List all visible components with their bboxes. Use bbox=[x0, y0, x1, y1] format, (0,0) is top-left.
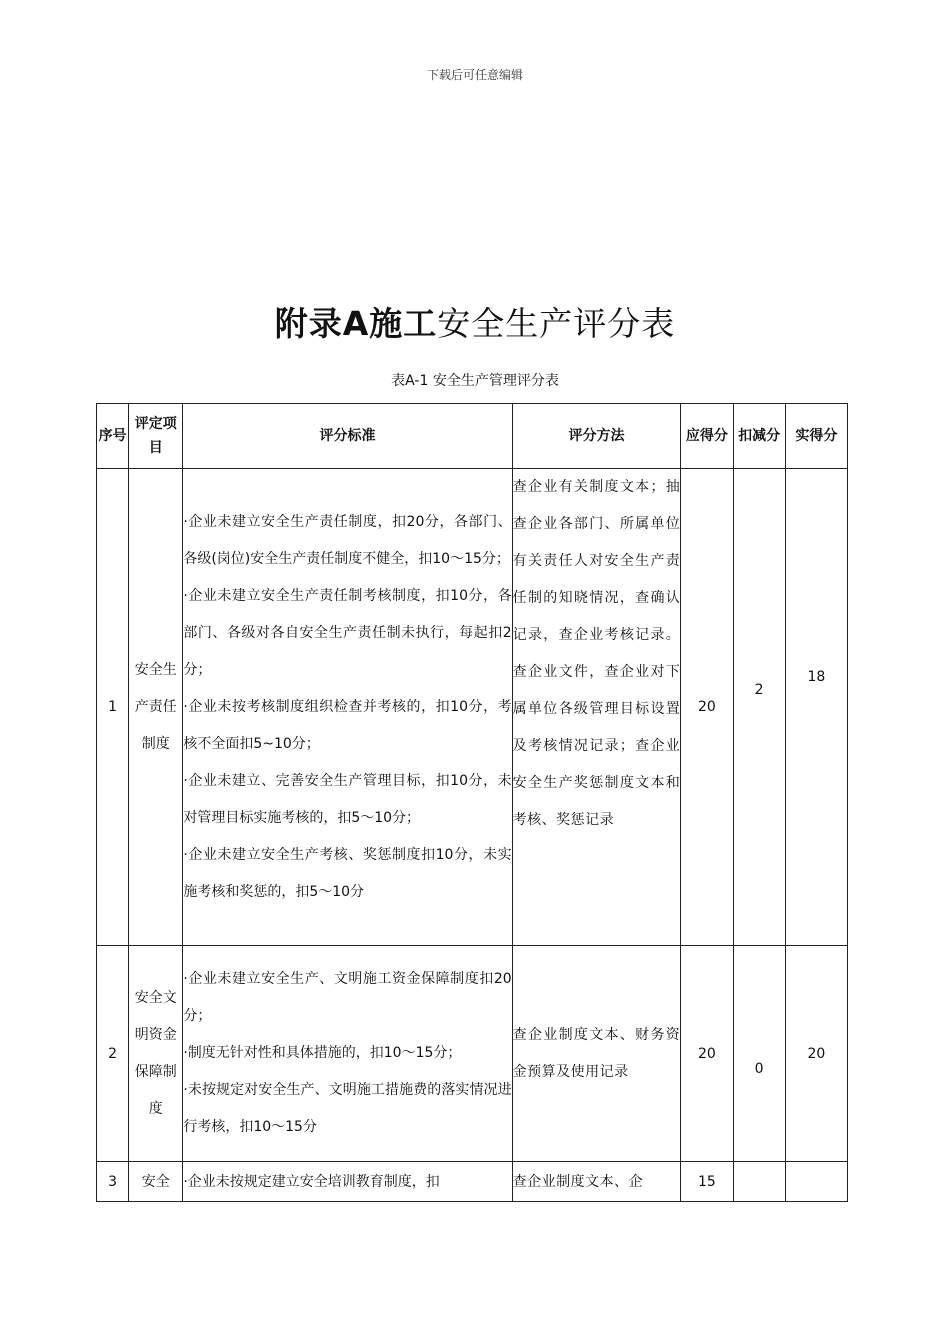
col-header-due-score: 应得分 bbox=[681, 404, 733, 469]
page-title-normal: 安全生产评分表 bbox=[437, 304, 676, 343]
col-header-no: 序号 bbox=[97, 404, 129, 469]
row-actual-score bbox=[785, 1162, 847, 1202]
criteria-line: ·企业未建立安全生产考核、奖惩制度扣10分，未实施考核和奖惩的，扣5～10分 bbox=[183, 846, 512, 900]
criteria-line: ·企业未建立安全生产责任制度，扣20分，各部门、各级(岗位)安全生产责任制度不健全，扣10～15分； bbox=[183, 513, 512, 567]
page-title bbox=[0, 298, 950, 345]
table-caption: 表A-1 安全生产管理评分表 bbox=[391, 373, 559, 389]
row-due-score: 20 bbox=[681, 469, 733, 946]
row-deduct-score: 0 bbox=[733, 946, 785, 1162]
col-header-criteria: 评分标准 bbox=[183, 404, 512, 469]
row-method: 查企业制度文本、财务资金预算及使用记录 bbox=[512, 946, 681, 1162]
row-actual-score: 20 bbox=[785, 946, 847, 1162]
criteria-line: ·企业未建立安全生产责任制考核制度，扣10分，各部门、各级对各自安全生产责任制未执行，每起扣2分； bbox=[183, 587, 512, 678]
row-no: 1 bbox=[97, 469, 129, 946]
row-method: 查企业制度文本、企 bbox=[512, 1162, 681, 1202]
col-header-deduct-score: 扣减分 bbox=[733, 404, 785, 469]
row-item: 安全生产责任制度 bbox=[129, 469, 183, 946]
row-actual-score: 18 bbox=[785, 469, 847, 946]
header-note: 下载后可任意编辑 bbox=[426, 68, 523, 82]
col-header-method: 评分方法 bbox=[512, 404, 681, 469]
criteria-line: ·企业未按规定建立安全培训教育制度，扣 bbox=[183, 1173, 440, 1190]
row-due-score: 15 bbox=[681, 1162, 733, 1202]
row-item: 安全 bbox=[129, 1162, 183, 1202]
table-row bbox=[97, 946, 848, 1162]
row-deduct-score: 2 bbox=[733, 469, 785, 946]
safety-score-table bbox=[96, 403, 848, 1202]
criteria-line: ·企业未建立、完善安全生产管理目标，扣10分，未对管理目标实施考核的，扣5～10分； bbox=[183, 772, 512, 826]
row-deduct-score bbox=[733, 1162, 785, 1202]
row-method: 查企业有关制度文本；抽查企业各部门、所属单位有关责任人对安全生产责任制的知晓情况，查确认记录，查企业考核记录。查企业文件，查企业对下属单位各级管理目标设置及考核情况记录；查企业安全生产奖惩制度文本和考核、奖惩记录 bbox=[512, 469, 681, 946]
col-header-actual-score: 实得分 bbox=[785, 404, 847, 469]
row-criteria bbox=[183, 1162, 512, 1202]
row-no: 2 bbox=[97, 946, 129, 1162]
criteria-line: ·企业未按考核制度组织检查并考核的，扣10分，考核不全面扣5~10分； bbox=[183, 698, 512, 752]
row-no: 3 bbox=[97, 1162, 129, 1202]
row-due-score: 20 bbox=[681, 946, 733, 1162]
page-title-bold: 附录A施工 bbox=[274, 304, 438, 343]
criteria-line: ·未按规定对安全生产、文明施工措施费的落实情况进行考核，扣10～15分 bbox=[183, 1082, 512, 1135]
row-criteria bbox=[183, 946, 512, 1162]
table-header-row bbox=[97, 404, 848, 469]
row-criteria bbox=[183, 469, 512, 946]
criteria-line: ·企业未建立安全生产、文明施工资金保障制度扣20分； bbox=[183, 971, 512, 1024]
table-row bbox=[97, 469, 848, 946]
row-item: 安全文明资金保障制度 bbox=[129, 946, 183, 1162]
criteria-line: ·制度无针对性和具体措施的，扣10～15分； bbox=[183, 1045, 462, 1061]
table-row bbox=[97, 1162, 848, 1202]
col-header-item: 评定项目 bbox=[129, 404, 183, 469]
